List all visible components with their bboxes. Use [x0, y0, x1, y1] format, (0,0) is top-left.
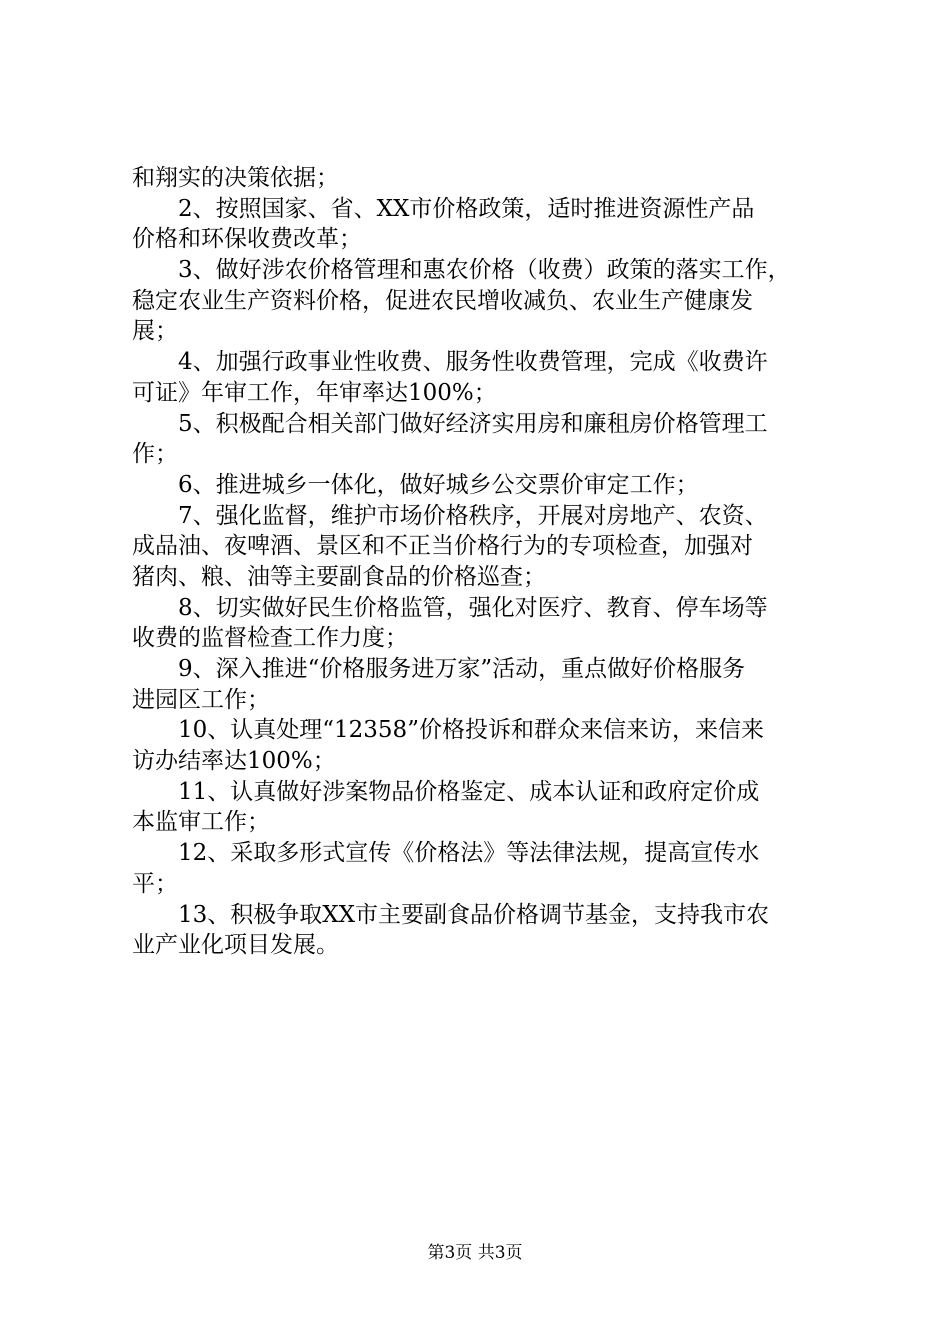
text-line: 业产业化项目发展。: [132, 932, 339, 959]
text-line: 和翔实的决策依据；: [132, 165, 339, 191]
text-line: 7、强化监督，维护市场价格秩序，开展对房地产、农资、: [178, 502, 768, 529]
text-line: 展；: [132, 318, 178, 345]
text-line: 13、积极争取XX市主要副食品价格调节基金，支持我市农: [178, 901, 770, 928]
text-line: 9、深入推进“价格服务进万家”活动，重点做好价格服务: [178, 656, 746, 682]
text-line: 2、按照国家、省、XX市价格政策，适时推进资源性产品: [178, 195, 755, 222]
text-line: 3、做好涉农价格管理和惠农价格（收费）政策的落实工作，: [178, 257, 791, 284]
text-line: 价格和环保收费改革；: [132, 226, 362, 253]
document-body: [132, 163, 832, 961]
text-line: 作；: [132, 441, 178, 468]
text-line: 成品油、夜啤酒、景区和不正当价格行为的专项检查，加强对: [132, 533, 753, 560]
text-line: 11、认真做好涉案物品价格鉴定、成本认证和政府定价成: [178, 778, 760, 805]
text-line: 6、推进城乡一体化，做好城乡公交票价审定工作；: [178, 471, 699, 498]
text-line: 稳定农业生产资料价格，促进农民增收减负、农业生产健康发: [132, 287, 753, 314]
text-line: 进园区工作；: [132, 686, 270, 713]
text-line: 本监审工作；: [132, 809, 270, 836]
text-line: 10、认真处理“12358”价格投诉和群众来信来访，来信来: [178, 717, 764, 744]
page-footer: 第3页 共3页: [427, 1243, 523, 1263]
text-line: 可证》年审工作，年审率达100%；: [132, 379, 497, 406]
text-line: 4、加强行政事业性收费、服务性收费管理，完成《收费许: [178, 349, 768, 376]
text-line: 5、积极配合相关部门做好经济实用房和廉租房价格管理工: [178, 410, 768, 437]
text-line: 平；: [132, 870, 178, 897]
text-line: 猪肉、粮、油等主要副食品的价格巡查；: [132, 563, 546, 590]
text-line: 访办结率达100%；: [132, 748, 336, 775]
text-line: 12、采取多形式宣传《价格法》等法律法规，提高宣传水: [178, 840, 760, 867]
text-line: 收费的监督检查工作力度；: [132, 625, 408, 652]
text-line: 8、切实做好民生价格监管，强化对医疗、教育、停车场等: [178, 594, 768, 621]
